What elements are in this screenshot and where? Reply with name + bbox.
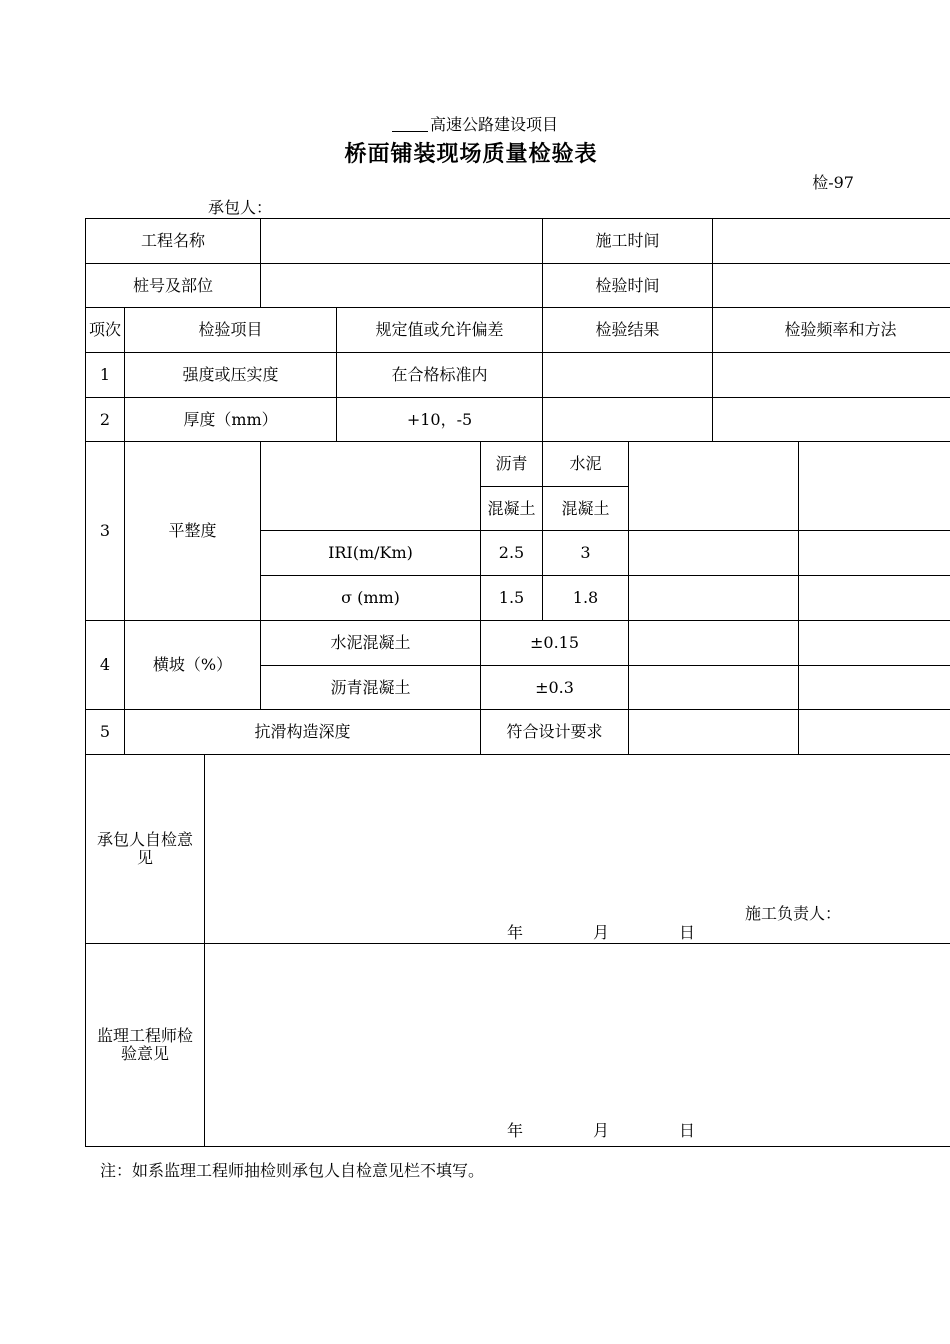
station-field[interactable] (261, 264, 543, 308)
supervisor-opinion-field[interactable] (205, 944, 950, 1147)
sigma-asphalt: 1.5 (481, 576, 543, 621)
row-no: 3 (86, 442, 125, 621)
inspection-table (85, 218, 950, 1147)
header-result: 检验结果 (543, 308, 713, 353)
row-result-field[interactable] (543, 398, 713, 442)
form-code: 检-97 (812, 173, 854, 192)
cross-slope-cement-label: 水泥混凝土 (261, 621, 481, 666)
project-name-blank[interactable] (392, 117, 428, 132)
contractor-opinion-row (86, 755, 950, 944)
contractor-date-day: 日 (679, 923, 696, 942)
project-subtitle (0, 112, 950, 135)
column-header-row (86, 308, 950, 353)
supervisor-opinion-label: 监理工程师检验意见 (86, 944, 205, 1147)
row-no: 1 (86, 353, 125, 398)
row-spec: +10，-5 (337, 398, 543, 442)
row-result-field[interactable] (543, 353, 713, 398)
row-frequency-field[interactable] (799, 710, 950, 755)
row-no: 5 (86, 710, 125, 755)
cement-header-1: 水泥 (543, 442, 629, 487)
row-item: 横坡（%） (125, 621, 261, 710)
contractor-date-month: 月 (593, 923, 610, 942)
project-name-field[interactable] (261, 219, 543, 264)
row-no: 2 (86, 398, 125, 442)
asphalt-header-1: 沥青 (481, 442, 543, 487)
construction-time-field[interactable] (713, 219, 950, 264)
row-item: 厚度（mm） (125, 398, 337, 442)
row-result-field[interactable] (629, 531, 799, 576)
row-result-field[interactable] (629, 576, 799, 621)
row-result-field[interactable] (629, 442, 799, 531)
station-row (86, 264, 950, 308)
row-item: 平整度 (125, 442, 261, 621)
row-frequency-field[interactable] (799, 666, 950, 710)
iri-cement: 3 (543, 531, 629, 576)
iri-label: IRI(m/Km) (261, 531, 481, 576)
cement-header-2: 混凝土 (543, 487, 629, 531)
flatness-blank-cell (261, 442, 481, 531)
row-frequency-field[interactable] (799, 621, 950, 666)
header-item-no: 项次 (86, 308, 125, 353)
table-row (86, 398, 950, 442)
footer-note: 注：如系监理工程师抽检则承包人自检意见栏不填写。 (100, 1161, 485, 1180)
row-spec: 符合设计要求 (481, 710, 629, 755)
header-frequency: 检验频率和方法 (713, 308, 950, 353)
cross-slope-asphalt-spec: ±0.3 (481, 666, 629, 710)
inspection-time-label: 检验时间 (543, 264, 713, 308)
row-result-field[interactable] (629, 710, 799, 755)
table-row (86, 710, 950, 755)
row-frequency-field[interactable] (799, 576, 950, 621)
row-spec: 在合格标准内 (337, 353, 543, 398)
row-item: 强度或压实度 (125, 353, 337, 398)
contractor-date-year: 年 (507, 923, 524, 942)
table-row (86, 353, 950, 398)
header-inspection-item: 检验项目 (125, 308, 337, 353)
row-no: 4 (86, 621, 125, 710)
sigma-label: σ (mm) (261, 576, 481, 621)
form-title: 桥面铺装现场质量检验表 (344, 141, 598, 167)
header-specified-value: 规定值或允许偏差 (337, 308, 543, 353)
table-row (86, 442, 950, 487)
contractor-opinion-field[interactable] (205, 755, 950, 944)
subtitle-text: 高速公路建设项目 (429, 115, 558, 134)
row-frequency-field[interactable] (713, 398, 950, 442)
supervisor-opinion-row (86, 944, 950, 1147)
project-name-row (86, 219, 950, 264)
row-frequency-field[interactable] (799, 442, 950, 531)
row-item: 抗滑构造深度 (125, 710, 481, 755)
contractor-label: 承包人： (208, 198, 273, 217)
cross-slope-asphalt-label: 沥青混凝土 (261, 666, 481, 710)
row-result-field[interactable] (629, 621, 799, 666)
row-frequency-field[interactable] (713, 353, 950, 398)
project-name-label: 工程名称 (86, 219, 261, 264)
supervisor-date-month: 月 (593, 1121, 610, 1140)
contractor-signer-label: 施工负责人： (745, 904, 842, 923)
contractor-opinion-label: 承包人自检意见 (86, 755, 205, 944)
supervisor-date-day: 日 (679, 1121, 696, 1140)
iri-asphalt: 2.5 (481, 531, 543, 576)
row-frequency-field[interactable] (799, 531, 950, 576)
construction-time-label: 施工时间 (543, 219, 713, 264)
station-label: 桩号及部位 (86, 264, 261, 308)
asphalt-header-2: 混凝土 (481, 487, 543, 531)
cross-slope-cement-spec: ±0.15 (481, 621, 629, 666)
supervisor-date-year: 年 (507, 1121, 524, 1140)
inspection-time-field[interactable] (713, 264, 950, 308)
table-row (86, 621, 950, 666)
sigma-cement: 1.8 (543, 576, 629, 621)
row-result-field[interactable] (629, 666, 799, 710)
